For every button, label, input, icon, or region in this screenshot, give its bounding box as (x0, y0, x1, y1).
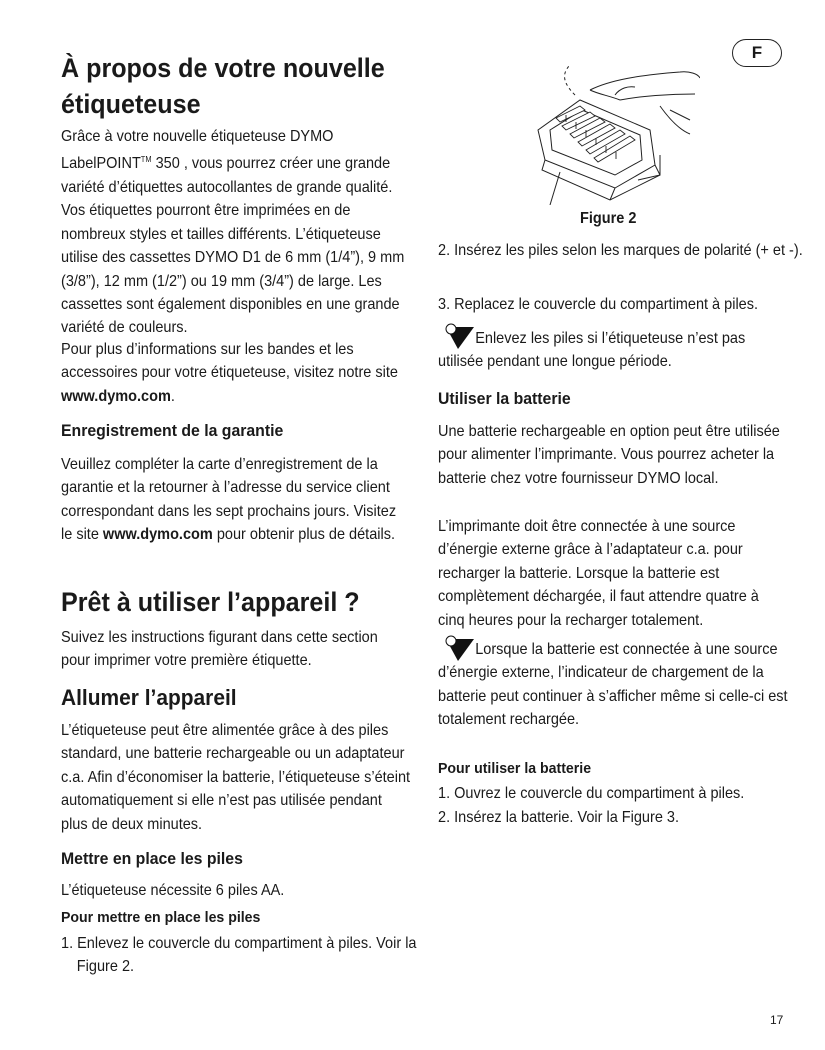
use-battery-sub (438, 759, 818, 779)
warranty-paragraph: Veuillez compléter la carte d’enregistrement de la garantie et la retourner à l’adresse du service client correspondant dans les sept prochains jours. Visitez le site www.dymo.com pour obtenir plus de détails. (61, 456, 397, 544)
use-battery-body-2 (438, 515, 814, 632)
power-body (61, 719, 437, 836)
step-2-block (438, 239, 825, 262)
warranty-section (61, 420, 441, 442)
use-battery-heading: Utiliser la batterie (438, 389, 571, 408)
ub-step-1: 1. Ouvrez le couvercle du compartiment à piles. (438, 785, 745, 802)
step-3-block (438, 293, 814, 316)
ub-step-2: 2. Insérez la batterie. Voir la Figure 3. (438, 809, 680, 826)
batteries-step-1: 1. Enlevez le couvercle du compartiment à piles. Voir la Figure 2. (61, 935, 417, 976)
website-link[interactable]: www.dymo.com (61, 387, 171, 405)
website-link-2[interactable]: www.dymo.com (102, 526, 213, 544)
note-2 (438, 638, 814, 732)
intro-section-2 (61, 338, 437, 408)
warranty-heading: Enregistrement de la garantie (61, 421, 284, 440)
batteries-heading: Mettre en place les piles (61, 849, 243, 868)
batteries-section (61, 848, 441, 870)
note-1-text: Enlevez les piles si l’étiqueteuse n’est pas utilisée pendant une longue période. (438, 330, 746, 371)
ready-body (61, 626, 437, 673)
note-2-text: Lorsque la batterie est connectée à une source d’énergie externe, l’indicateur de chargement de la batterie peut continuer à s’afficher même si celle-ci est totalement rechargée. (438, 641, 788, 729)
figure-2-illustration (520, 60, 700, 205)
use-battery-paragraph-2: L’imprimante doit être connectée à une source d’énergie externe grâce à l’adaptateur c.a. pour recharger la batterie. Lorsque la batterie est complètement déchargée, il faut attendre quatre à cinq heures pour la recharger totalement. (438, 518, 759, 629)
batteries-sub (61, 908, 441, 928)
power-title: Allumer l’appareil (61, 685, 237, 710)
step-3: 3. Replacez le couvercle du compartiment à piles. (438, 296, 759, 313)
ready-title: Prêt à utiliser l’appareil ? (61, 587, 360, 617)
intro-paragraph-1: Grâce à votre nouvelle étiqueteuse DYMO LabelPOINT™ 350 , vous pourrez créer une grande variété d’étiquettes autocollantes de grande qualité. Vos étiquettes pourront être imprimées en de nombreux styles et tailles différents. L’étiqueteuse utilise des cassettes DYMO D1 de 6 mm (1/4”), 9 mm (3/8”), 12 mm (1/2”) ou 19 mm (3/4”) de large. Les cassettes sont également disponibles en une grande variété de couleurs. (61, 128, 405, 337)
language-badge: F (732, 39, 782, 67)
power-section (61, 684, 441, 712)
ub-step-2-block (438, 806, 814, 829)
power-paragraph: L’étiqueteuse peut être alimentée grâce à des piles standard, une batterie rechargeable ou un adaptateur c.a. Afin d’économiser la batterie, l’étiqueteuse s’éteint automatiquement si elle n’est pas utilisée pendant plus de deux minutes. (61, 722, 411, 833)
batteries-paragraph: L’étiqueteuse nécessite 6 piles AA. (61, 882, 285, 899)
use-battery-paragraph-1: Une batterie rechargeable en option peut être utilisée pour alimenter l’imprimante. Vous pourrez acheter la batterie chez votre fournisseur DYMO local. (438, 423, 780, 487)
batteries-body (61, 879, 437, 902)
page-title: À propos de votre nouvelle étiqueteuse (61, 53, 385, 119)
ready-paragraph: Suivez les instructions figurant dans cette section pour imprimer votre première étiquette. (61, 629, 378, 670)
batteries-steps (61, 932, 454, 979)
note-1 (438, 327, 814, 374)
use-battery-subheading: Pour utiliser la batterie (438, 760, 592, 777)
intro-paragraph-2: Pour plus d’informations sur les bandes et les accessoires pour votre étiqueteuse, visitez notre site www.dymo.com. (61, 341, 398, 405)
step-2: 2. Insérez les piles selon les marques de polarité (+ et -). (438, 242, 803, 259)
use-battery-body-1 (438, 420, 814, 490)
warranty-body (61, 453, 437, 547)
ub-step-1-block (438, 782, 814, 805)
page-number: 17 (770, 1013, 784, 1027)
batteries-subheading: Pour mettre en place les piles (61, 909, 261, 926)
use-battery-section (438, 388, 818, 410)
figure-2-caption: Figure 2 (580, 210, 637, 227)
left-column (61, 50, 441, 122)
ready-section (61, 584, 441, 620)
intro-section (61, 125, 437, 340)
